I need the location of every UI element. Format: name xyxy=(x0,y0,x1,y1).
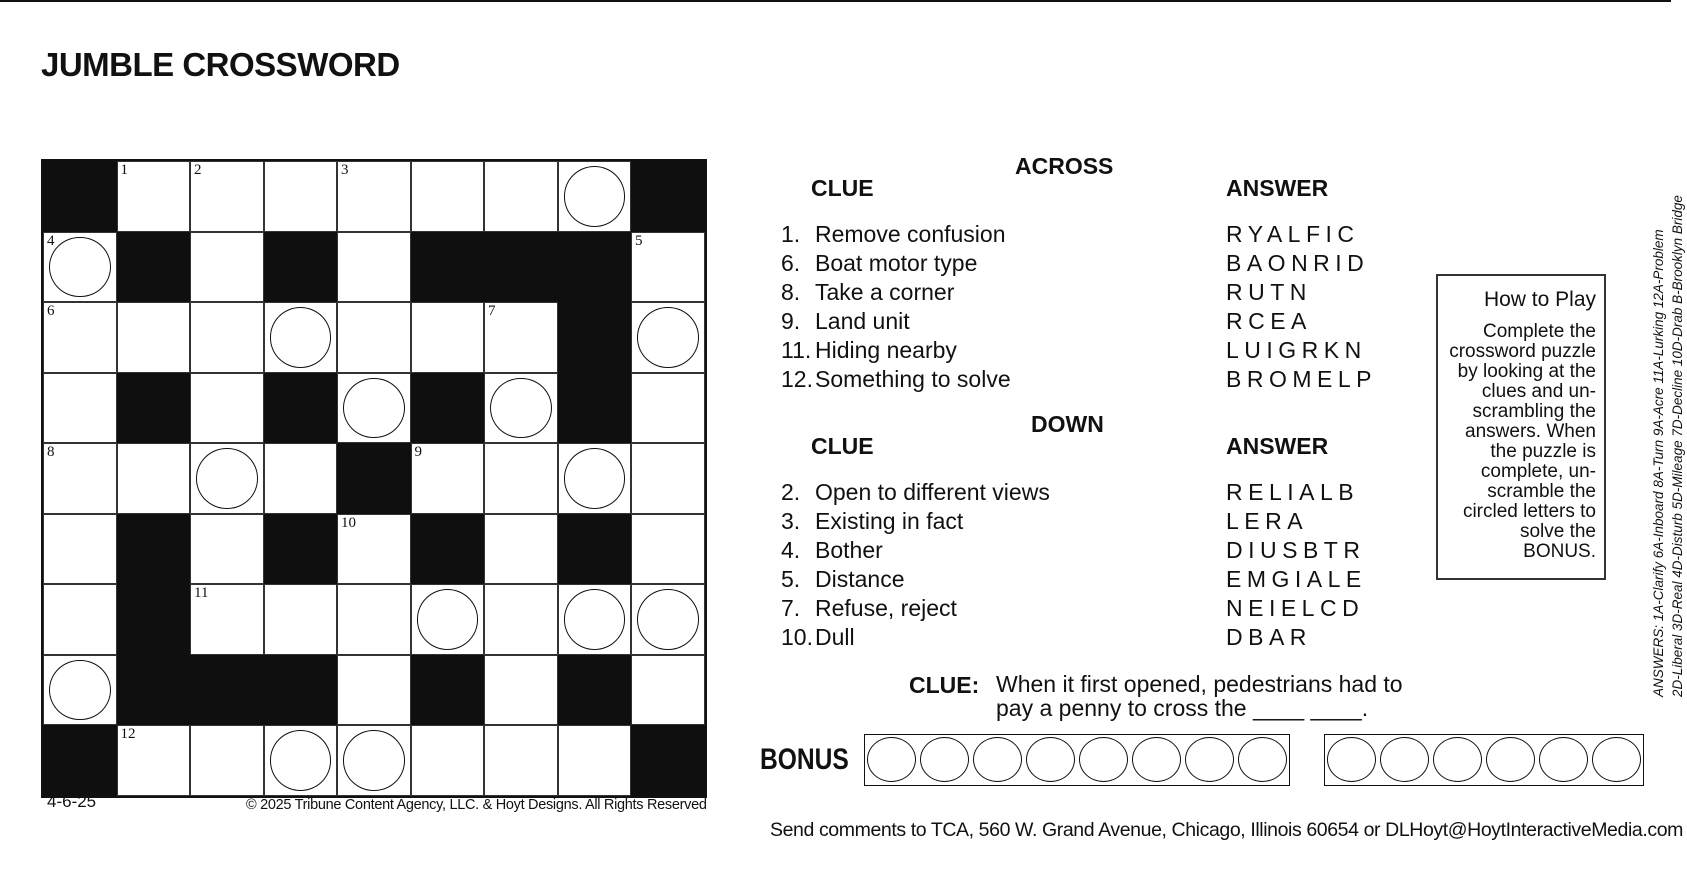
circled-letter-marker xyxy=(637,307,699,368)
grid-cell[interactable] xyxy=(631,443,705,514)
across-clue-item xyxy=(781,278,1011,307)
circled-letter-marker xyxy=(637,589,699,650)
grid-cell[interactable] xyxy=(411,443,485,514)
circled-letter-marker xyxy=(270,307,332,368)
grid-cell[interactable] xyxy=(264,443,338,514)
clue-item-text: Land unit xyxy=(815,308,910,334)
bonus-letter-circle xyxy=(867,737,916,782)
clue-item-number: 6. xyxy=(781,250,801,276)
clue-number: 5 xyxy=(635,232,643,249)
grid-block-cell xyxy=(117,655,191,726)
grid-block-cell xyxy=(190,655,264,726)
copyright-notice: © 2025 Tribune Content Agency, LLC. & Hoyt Designs. All Rights Reserved xyxy=(246,797,707,813)
grid-block-cell xyxy=(264,514,338,585)
bonus-letter-box[interactable] xyxy=(971,735,1024,784)
down-answer-list xyxy=(1226,478,1367,652)
down-jumbled-answer: DBAR xyxy=(1226,624,1312,650)
down-clue-item xyxy=(781,536,1050,565)
down-clue-item xyxy=(781,478,1050,507)
grid-block-cell xyxy=(264,655,338,726)
clue-item-text: Dull xyxy=(815,624,855,650)
bonus-letter-box[interactable] xyxy=(918,735,971,784)
circled-letter-marker xyxy=(564,448,626,509)
across-answer-header: ANSWER xyxy=(1226,175,1329,201)
grid-cell[interactable] xyxy=(484,443,558,514)
grid-block-cell xyxy=(631,725,705,796)
grid-cell[interactable] xyxy=(484,161,558,232)
bonus-letter-box[interactable] xyxy=(1024,735,1077,784)
grid-block-cell xyxy=(558,655,632,726)
bonus-clue-text: When it first opened, pedestrians had to pay a penny to cross the ____ ____. xyxy=(996,671,1403,721)
across-clue-header: CLUE xyxy=(811,175,874,201)
down-jumbled-answer: NEIELCD xyxy=(1226,595,1365,621)
grid-block-cell xyxy=(411,655,485,726)
grid-cell[interactable] xyxy=(558,584,632,655)
across-clue-item xyxy=(781,336,1011,365)
grid-cell[interactable] xyxy=(264,725,338,796)
down-clue-list xyxy=(781,478,1050,652)
across-jumbled-answer: RYALFIC xyxy=(1226,221,1360,247)
grid-cell[interactable] xyxy=(117,161,191,232)
grid-cell[interactable] xyxy=(558,161,632,232)
grid-block-cell xyxy=(43,161,117,232)
grid-block-cell xyxy=(264,373,338,444)
grid-cell[interactable] xyxy=(117,725,191,796)
across-clue-item xyxy=(781,365,1011,394)
circled-letter-marker xyxy=(343,378,405,439)
grid-cell[interactable] xyxy=(337,725,411,796)
answers-line-2: 2D-Liberal 3D-Real 4D-Disturb 5D-Mileage 7D-Decline 10D-Drab B-Brooklyn Bridge xyxy=(1670,195,1685,697)
clue-item-number: 1. xyxy=(781,221,801,247)
grid-cell[interactable] xyxy=(117,302,191,373)
circled-letter-marker xyxy=(343,730,405,791)
clue-item-number: 7. xyxy=(781,595,801,621)
bonus-letter-circle xyxy=(1026,737,1075,782)
down-clue-item xyxy=(781,565,1050,594)
grid-cell[interactable] xyxy=(558,443,632,514)
circled-letter-marker xyxy=(417,589,479,650)
answers-key xyxy=(1649,137,1687,697)
circled-letter-marker xyxy=(196,448,258,509)
grid-cell[interactable] xyxy=(264,302,338,373)
grid-cell[interactable] xyxy=(190,373,264,444)
bonus-letter-box[interactable] xyxy=(1183,735,1236,784)
answers-line-1: ANSWERS: 1A-Clarify 6A-Inboard 8A-Turn 9A-Acre 11A-Lurking 12A-Problem xyxy=(1651,229,1666,697)
grid-block-cell xyxy=(411,232,485,303)
clue-item-text: Remove confusion xyxy=(815,221,1006,247)
bonus-letter-circle xyxy=(1327,737,1376,782)
how-to-play-text: Complete the crossword puzzle by looking at the clues and un-scrambling the answers. When the puzzle is complete, un-scramble the circled letters to solve the BONUS. xyxy=(1449,321,1596,562)
down-jumbled-answer: RELIALB xyxy=(1226,479,1360,505)
grid-cell[interactable] xyxy=(337,655,411,726)
clue-item-number: 11. xyxy=(781,337,812,363)
clue-number: 6 xyxy=(47,303,55,319)
clue-number: 2 xyxy=(194,162,202,178)
clue-item-number: 4. xyxy=(781,537,801,563)
grid-cell[interactable] xyxy=(43,443,117,514)
across-jumbled-answer: BROMELP xyxy=(1226,366,1377,392)
across-jumbled-answer: RCEA xyxy=(1226,308,1312,334)
bonus-letter-circle xyxy=(920,737,969,782)
comments-line: Send comments to TCA, 560 W. Grand Avenue, Chicago, Illinois 60654 or DLHoyt@HoytInteractiveMedia.com xyxy=(770,819,1683,841)
clue-item-number: 3. xyxy=(781,508,801,534)
bonus-letter-box[interactable] xyxy=(1537,735,1590,784)
bonus-letter-circle xyxy=(1592,737,1641,782)
clue-item-text: Take a corner xyxy=(815,279,955,305)
clue-item-text: Bother xyxy=(815,537,883,563)
clue-item-number: 8. xyxy=(781,279,801,305)
across-clue-list xyxy=(781,220,1011,394)
grid-cell[interactable] xyxy=(484,725,558,796)
down-jumbled-answer: LERA xyxy=(1226,508,1309,534)
grid-cell[interactable] xyxy=(337,514,411,585)
grid-cell[interactable] xyxy=(190,725,264,796)
grid-cell[interactable] xyxy=(337,232,411,303)
grid-block-cell xyxy=(337,443,411,514)
grid-block-cell xyxy=(117,232,191,303)
down-clue-item xyxy=(781,507,1050,536)
clue-item-text: Boat motor type xyxy=(815,250,978,276)
clue-item-text: Something to solve xyxy=(815,366,1011,392)
grid-cell[interactable] xyxy=(631,232,705,303)
grid-cell[interactable] xyxy=(631,655,705,726)
grid-cell[interactable] xyxy=(43,584,117,655)
circled-letter-marker xyxy=(49,660,111,721)
grid-cell[interactable] xyxy=(484,302,558,373)
clue-item-number: 12. xyxy=(781,366,813,392)
down-clue-header: CLUE xyxy=(811,433,874,459)
grid-block-cell xyxy=(558,232,632,303)
grid-cell[interactable] xyxy=(190,232,264,303)
bonus-letter-box[interactable] xyxy=(1236,735,1289,784)
bonus-letter-box[interactable] xyxy=(1077,735,1130,784)
grid-cell[interactable] xyxy=(264,161,338,232)
grid-cell[interactable] xyxy=(631,514,705,585)
circled-letter-marker xyxy=(49,237,111,298)
clue-item-number: 5. xyxy=(781,566,801,592)
bonus-letter-box[interactable] xyxy=(1130,735,1183,784)
circled-letter-marker xyxy=(564,589,626,650)
grid-cell[interactable] xyxy=(190,302,264,373)
clue-item-number: 10. xyxy=(781,624,813,650)
clue-number: 11 xyxy=(194,585,209,601)
grid-cell[interactable] xyxy=(631,584,705,655)
grid-cell[interactable] xyxy=(484,514,558,585)
grid-cell[interactable] xyxy=(190,161,264,232)
across-answer-list xyxy=(1226,220,1377,394)
grid-cell[interactable] xyxy=(411,302,485,373)
grid-block-cell xyxy=(631,161,705,232)
top-rule xyxy=(0,0,1671,2)
grid-block-cell xyxy=(117,373,191,444)
across-clue-item xyxy=(781,307,1011,336)
bonus-letter-circle xyxy=(1185,737,1234,782)
bonus-letter-circle xyxy=(1380,737,1429,782)
down-jumbled-answer: DIUSBTR xyxy=(1226,537,1366,563)
bonus-word-2 xyxy=(1324,734,1644,786)
clue-item-text: Open to different views xyxy=(815,479,1050,505)
clue-item-text: Hiding nearby xyxy=(815,337,957,363)
clue-item-text: Distance xyxy=(815,566,905,592)
puzzle-date: 4-6-25 xyxy=(47,792,97,811)
clue-number: 1 xyxy=(120,162,128,178)
bonus-letter-circle xyxy=(1132,737,1181,782)
grid-cell[interactable] xyxy=(43,655,117,726)
grid-block-cell xyxy=(411,373,485,444)
bonus-letter-box[interactable] xyxy=(1484,735,1537,784)
grid-cell[interactable] xyxy=(631,302,705,373)
grid-cell[interactable] xyxy=(117,443,191,514)
how-to-play-box xyxy=(1436,274,1606,580)
bonus-letter-box[interactable] xyxy=(1325,735,1378,784)
bonus-letter-circle xyxy=(1539,737,1588,782)
across-clue-item xyxy=(781,249,1011,278)
grid-cell[interactable] xyxy=(337,373,411,444)
puzzle-title: JUMBLE CROSSWORD xyxy=(41,46,400,83)
bonus-letter-circle xyxy=(1486,737,1535,782)
clue-item-text: Refuse, reject xyxy=(815,595,957,621)
grid-block-cell xyxy=(411,514,485,585)
grid-block-cell xyxy=(558,302,632,373)
grid-cell[interactable] xyxy=(337,302,411,373)
bonus-letter-circle xyxy=(1433,737,1482,782)
bonus-letter-circle xyxy=(973,737,1022,782)
bonus-letter-box[interactable] xyxy=(1431,735,1484,784)
grid-block-cell xyxy=(43,725,117,796)
bonus-letter-box[interactable] xyxy=(1378,735,1431,784)
grid-block-cell xyxy=(117,584,191,655)
across-heading: ACROSS xyxy=(1015,153,1114,179)
grid-cell[interactable] xyxy=(631,373,705,444)
clue-number: 12 xyxy=(120,726,136,742)
across-jumbled-answer: LUIGRKN xyxy=(1226,337,1367,363)
grid-cell[interactable] xyxy=(43,302,117,373)
clue-item-number: 9. xyxy=(781,308,801,334)
down-answer-header: ANSWER xyxy=(1226,433,1329,459)
grid-block-cell xyxy=(264,232,338,303)
across-jumbled-answer: RUTN xyxy=(1226,279,1312,305)
clue-number: 8 xyxy=(47,444,55,460)
grid-cell[interactable] xyxy=(484,373,558,444)
bonus-clue-label: CLUE: xyxy=(909,672,980,698)
grid-cell[interactable] xyxy=(484,655,558,726)
down-heading: DOWN xyxy=(1031,411,1104,437)
clue-item-text: Existing in fact xyxy=(815,508,964,534)
grid-block-cell xyxy=(484,232,558,303)
circled-letter-marker xyxy=(564,166,626,227)
how-to-play-heading: How to Play xyxy=(1483,288,1596,311)
grid-cell[interactable] xyxy=(411,584,485,655)
clue-number: 4 xyxy=(47,232,55,249)
grid-cell[interactable] xyxy=(264,584,338,655)
grid-cell[interactable] xyxy=(43,514,117,585)
bonus-letter-box[interactable] xyxy=(865,735,918,784)
grid-cell[interactable] xyxy=(337,161,411,232)
grid-cell[interactable] xyxy=(190,584,264,655)
circled-letter-marker xyxy=(270,730,332,791)
grid-cell[interactable] xyxy=(558,725,632,796)
grid-block-cell xyxy=(558,514,632,585)
circled-letter-marker xyxy=(490,378,552,439)
down-jumbled-answer: EMGIALE xyxy=(1226,566,1367,592)
bonus-word-1 xyxy=(864,734,1290,786)
clue-number: 3 xyxy=(341,162,349,178)
across-jumbled-answer: BAONRID xyxy=(1226,250,1370,276)
bonus-letter-circle xyxy=(1238,737,1287,782)
bonus-letter-box[interactable] xyxy=(1590,735,1643,784)
grid-cell[interactable] xyxy=(484,584,558,655)
grid-cell[interactable] xyxy=(190,443,264,514)
grid-cell[interactable] xyxy=(411,161,485,232)
crossword-grid xyxy=(41,159,707,798)
grid-cell[interactable] xyxy=(190,514,264,585)
grid-block-cell xyxy=(558,373,632,444)
across-clue-item xyxy=(781,220,1011,249)
clue-number: 9 xyxy=(414,444,422,460)
clue-number: 7 xyxy=(488,303,496,319)
bonus-letter-circle xyxy=(1079,737,1128,782)
down-clue-item xyxy=(781,594,1050,623)
grid-cell[interactable] xyxy=(43,232,117,303)
grid-block-cell xyxy=(117,514,191,585)
down-clue-item xyxy=(781,623,1050,652)
grid-cell[interactable] xyxy=(43,373,117,444)
clue-item-number: 2. xyxy=(781,479,801,505)
bonus-label: BONUS xyxy=(760,743,849,776)
clue-number: 10 xyxy=(341,514,356,531)
grid-cell[interactable] xyxy=(411,725,485,796)
grid-cell[interactable] xyxy=(337,584,411,655)
